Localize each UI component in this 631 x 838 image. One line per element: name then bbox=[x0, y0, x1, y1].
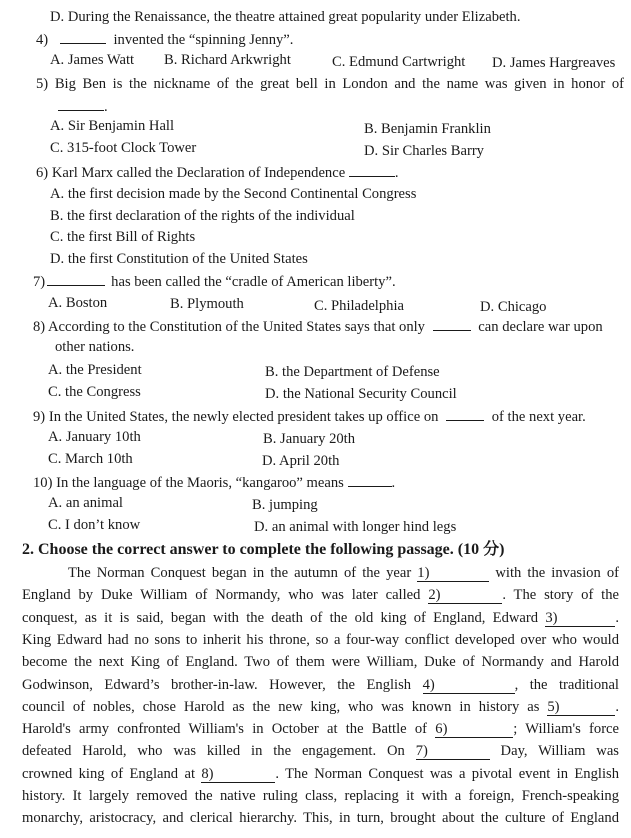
passage-text: King Edward had no sons to inherit his throne, so a four-way conflict developed over who would bbox=[22, 631, 619, 648]
option-c: C. the Congress bbox=[48, 384, 141, 400]
option-a: A. the President bbox=[48, 362, 142, 378]
passage-line bbox=[22, 785, 619, 807]
option-b: B. the Department of Defense bbox=[265, 364, 440, 380]
question-6: 6) Karl Marx called the Declaration of Independence . bbox=[36, 162, 399, 183]
answer-blank bbox=[433, 316, 471, 331]
question-number: 4) bbox=[36, 32, 49, 48]
option-a: A. the first decision made by the Second Continental Congress bbox=[50, 186, 417, 202]
question-number: 10) bbox=[33, 475, 53, 491]
question-stem: Big Ben is the nickname of the great bell in London and the name was given in honor of bbox=[54, 76, 624, 92]
question-5-blank: . bbox=[58, 96, 108, 117]
option-a: A. January 10th bbox=[48, 429, 141, 445]
option-d: D. Sir Charles Barry bbox=[364, 143, 484, 159]
option-c: C. Philadelphia bbox=[314, 298, 404, 314]
passage-text: . The Norman Conquest was a pivotal event in English bbox=[275, 765, 619, 782]
passage-text: , the traditional bbox=[514, 676, 619, 693]
passage-text: . The story of the bbox=[502, 587, 620, 604]
question-number: 9) bbox=[33, 409, 46, 425]
passage-text: history. It largely removed the native ruling class, replacing it with a foreign, French-speaking bbox=[22, 788, 619, 804]
question-stem: In the language of the Maoris, “kangaroo” means bbox=[56, 475, 344, 491]
passage-text: crowned king of England at bbox=[22, 765, 195, 782]
passage-text: conquest, as it is said, began with the death of the old king of England, Edward bbox=[22, 609, 539, 626]
passage-blank: 2) bbox=[428, 587, 502, 604]
option-c: C. Edmund Cartwright bbox=[332, 54, 466, 70]
passage-line bbox=[22, 763, 619, 785]
question-number: 8) bbox=[33, 319, 46, 335]
option-b: B. Plymouth bbox=[170, 296, 244, 312]
option-d: D. the National Security Council bbox=[265, 386, 457, 402]
question-8 bbox=[33, 316, 603, 337]
option-b: B. January 20th bbox=[263, 431, 356, 447]
option-a: A. Boston bbox=[48, 295, 108, 311]
question-number: 7) bbox=[33, 274, 46, 290]
answer-blank bbox=[446, 406, 484, 421]
passage-text: council of nobles, chose Harold as the new king, who was known in history as bbox=[22, 698, 540, 715]
passage-text: The Norman Conquest began in the autumn of the year bbox=[68, 565, 412, 581]
passage-text: . bbox=[615, 609, 619, 626]
question-4 bbox=[36, 29, 293, 50]
passage-blank: 8) bbox=[201, 766, 275, 783]
answer-blank bbox=[58, 96, 104, 111]
option-c: C. I don’t know bbox=[48, 517, 141, 533]
question-stem: Karl Marx called the Declaration of Independence bbox=[51, 165, 346, 181]
question-stem: invented the “spinning Jenny”. bbox=[113, 32, 294, 48]
passage-text: become the next King of England. Two of them were William, Duke of Normandy and Harold bbox=[22, 654, 619, 671]
passage-line bbox=[22, 740, 619, 762]
passage-text: Godwinson, Edward’s brother-in-law. However, the English bbox=[22, 676, 412, 693]
option-d: D. an animal with longer hind legs bbox=[254, 519, 457, 535]
answer-blank bbox=[349, 162, 395, 177]
passage-text: monarchy, aristocracy, and clerical hierarchy. This, in turn, brought about the culture of England bbox=[22, 810, 619, 827]
passage-blank: 5) bbox=[547, 699, 615, 716]
passage-line bbox=[22, 674, 619, 696]
passage-text: Day, William was bbox=[489, 743, 619, 760]
option-b: B. Richard Arkwright bbox=[164, 52, 291, 68]
question-9 bbox=[33, 406, 586, 427]
option-c: C. 315-foot Clock Tower bbox=[50, 140, 197, 156]
question-number: 5) bbox=[36, 76, 49, 92]
passage-text: ; William's force bbox=[513, 721, 620, 738]
option-d: D. James Hargreaves bbox=[492, 55, 616, 71]
question-stem-after: of the next year. bbox=[491, 409, 586, 425]
option-a: A. James Watt bbox=[50, 52, 135, 68]
question-stem: In the United States, the newly elected president takes up office on bbox=[48, 409, 439, 425]
question-stem: According to the Constitution of the United States says that only bbox=[48, 319, 425, 335]
question-5 bbox=[36, 74, 624, 94]
passage-line bbox=[22, 584, 619, 606]
passage-line bbox=[22, 696, 619, 718]
section-2-heading: 2. Choose the correct answer to complete the following passage. (10 分) bbox=[22, 541, 505, 558]
question-stem: has been called the “cradle of American liberty”. bbox=[111, 274, 396, 290]
option-a: A. Sir Benjamin Hall bbox=[50, 118, 175, 134]
question-number: 6) bbox=[36, 165, 49, 181]
passage-text: defeated Harold, who was killed in the engagement. On bbox=[22, 743, 405, 760]
option-a: A. an animal bbox=[48, 495, 123, 511]
option-c: C. March 10th bbox=[48, 451, 133, 467]
passage-line bbox=[22, 807, 619, 829]
passage-line bbox=[22, 651, 619, 673]
passage-text: England by Duke William of Normandy, who was later called bbox=[22, 587, 421, 604]
passage-blank: 1) bbox=[417, 565, 489, 582]
option-d: D. Chicago bbox=[480, 299, 547, 315]
option-b: B. jumping bbox=[252, 497, 318, 513]
option-d: D. the first Constitution of the United States bbox=[50, 251, 308, 267]
question-7 bbox=[33, 271, 396, 292]
passage-line bbox=[22, 607, 619, 629]
passage-blank: 3) bbox=[545, 610, 615, 627]
question-stem-after: can declare war upon bbox=[478, 319, 603, 335]
answer-blank bbox=[47, 271, 105, 286]
answer-blank bbox=[60, 29, 106, 44]
passage-text: . bbox=[615, 698, 619, 715]
passage-blank: 4) bbox=[423, 677, 515, 694]
question-10: 10) In the language of the Maoris, “kangaroo” means . bbox=[33, 472, 395, 493]
passage-blank: 7) bbox=[416, 743, 490, 760]
option-b: B. Benjamin Franklin bbox=[364, 121, 491, 137]
passage-text: with the invasion of bbox=[489, 565, 619, 581]
passage-line bbox=[68, 562, 619, 584]
passage-text: Harold's army confronted William's in October at the Battle of bbox=[22, 721, 428, 738]
answer-blank bbox=[348, 472, 392, 487]
option-b: B. the first declaration of the rights of the individual bbox=[50, 208, 355, 224]
passage-blank: 6) bbox=[435, 721, 513, 738]
passage-line bbox=[22, 718, 619, 740]
option-c: C. the first Bill of Rights bbox=[50, 229, 196, 245]
option-d: D. April 20th bbox=[262, 453, 340, 469]
q3-option-d: D. During the Renaissance, the theatre attained great popularity under Elizabeth. bbox=[50, 9, 521, 25]
passage-line bbox=[22, 629, 619, 651]
question-8-continuation: other nations. bbox=[55, 339, 135, 355]
